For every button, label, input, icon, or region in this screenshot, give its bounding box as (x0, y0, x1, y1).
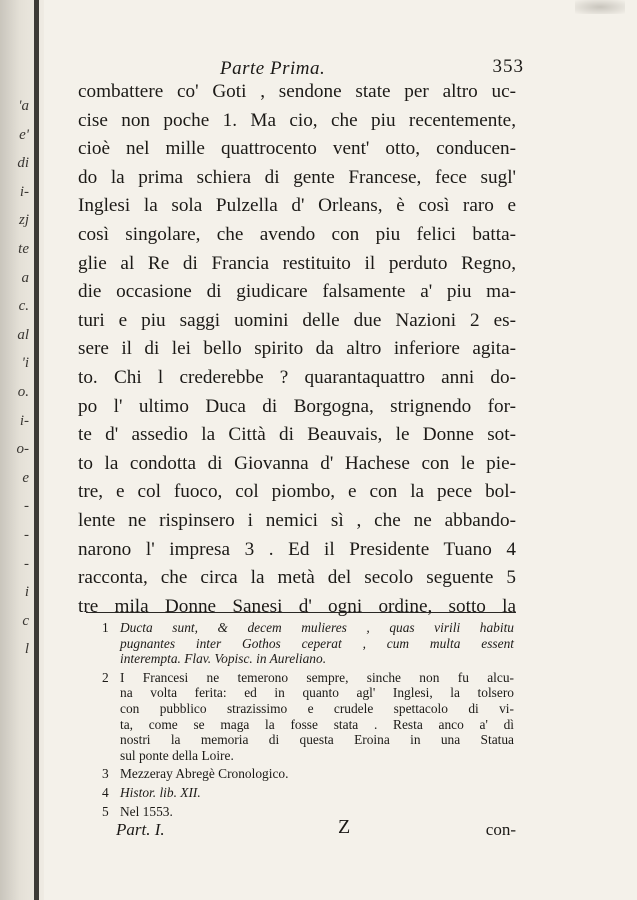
footnote-line: con pubblico strazissimo e crudele spettacolo di vi- (120, 700, 514, 716)
previous-page-margin-fragments (0, 92, 32, 664)
binding-gutter (34, 0, 39, 900)
margin-fragment: e (22, 469, 29, 486)
text-line: lente ne rispinsero i nemici sì , che ne abbando- (78, 509, 516, 531)
margin-fragment: - (24, 526, 29, 543)
text-line: turi e piu saggi uomini delle due Nazioni 2 es- (78, 309, 516, 331)
footnote-marker: 5 (102, 803, 109, 819)
footnote-line: Ducta sunt, & decem mulieres , quas virili habitu (120, 620, 514, 635)
margin-fragment: i (24, 584, 29, 601)
text-line: do la prima schiera di gente Francese, fece sugl' (78, 166, 516, 188)
text-line: po l' ultimo Duca di Borgogna, strignendo for- (78, 395, 516, 417)
body-text (78, 78, 516, 621)
margin-fragment: c (22, 612, 29, 629)
margin-fragment: al (17, 326, 29, 343)
footnote-1 (102, 620, 514, 667)
text-line: to la condotta di Giovanna d' Hachese con le pie- (78, 452, 516, 474)
margin-fragment: te (18, 240, 29, 257)
text-line: combattere co' Goti , sendone state per altro uc- (78, 81, 516, 102)
signature-label: Part. I. (116, 820, 165, 839)
footnote-marker: 1 (102, 620, 109, 635)
text-line: tre, e col fuoco, col piombo, e con la pece bol- (78, 481, 516, 503)
footnote-marker: 3 (102, 766, 109, 782)
text-line: così singolare, che avendo con piu felici batta- (78, 223, 516, 245)
text-line: te d' assedio la Città di Beauvais, le Donne sot- (78, 424, 516, 446)
margin-fragment: di (17, 155, 29, 172)
text-line: narono l' impresa 3 . Ed il Presidente Tuano 4 (78, 538, 516, 560)
footnote-4 (102, 785, 514, 801)
footnote-line: nostri la memoria di questa Eroina in una Statua (120, 732, 514, 748)
footnote-line: Nel 1553. (120, 803, 173, 819)
margin-fragment: - (24, 498, 29, 515)
margin-fragment: zj (18, 212, 29, 229)
margin-fragment: e' (19, 126, 29, 143)
margin-fragment: i- (19, 183, 29, 200)
text-line: sere il di lei bello spirito da altro inferiore agita- (78, 338, 516, 360)
footnote-line: na volta ferita: ed in quanto agl' Inglesi, la tolsero (120, 685, 514, 701)
text-line: to. Chi l crederebbe ? quarantaquattro anni do- (78, 366, 516, 388)
margin-fragment: c. (18, 298, 29, 315)
text-line: racconta, che circa la metà del secolo seguente 5 (78, 567, 516, 589)
margin-fragment: - (24, 555, 29, 572)
footnote-2 (102, 670, 514, 764)
footnote-line: Mezzeray Abregè Cronologico. (120, 766, 289, 782)
footnote-line: pugnantes inter Gothos ceperat , cum multa essent (120, 635, 514, 651)
margin-fragment: 'i (21, 355, 29, 372)
footnote-rule (86, 612, 516, 613)
page-number: 353 (492, 56, 524, 77)
signature-mark: Z (338, 816, 351, 838)
text-line: cioè nel mille quattrocento vent' otto, conducen- (78, 138, 516, 160)
text-line: Inglesi la sola Pulzella d' Orleans, è così raro e (78, 195, 516, 217)
footnote-marker: 2 (102, 669, 109, 685)
margin-fragment: a (21, 269, 29, 286)
text-line: die occasione di giudicare falsamente a' piu ma- (78, 281, 516, 303)
footnotes (102, 620, 514, 822)
margin-fragment: o- (16, 441, 29, 458)
margin-fragment: l (24, 641, 29, 658)
text-line: cise non poche 1. Ma cio, che piu recentemente, (78, 109, 516, 131)
footnote-line: Histor. lib. XII. (120, 784, 201, 800)
footnote-marker: 4 (102, 784, 109, 800)
margin-fragment: 'a (18, 98, 29, 114)
text-line: glie al Re di Francia restituito il perduto Regno, (78, 252, 516, 274)
text-line: tre mila Donne Sanesi d' ogni ordine, sotto la (78, 595, 516, 617)
footnote-5 (102, 804, 514, 820)
footnote-line: I Francesi ne temerono sempre, sinche non fu alcu- (120, 669, 514, 685)
footnote-line: sul ponte della Loire. (120, 747, 234, 763)
margin-fragment: o. (17, 383, 29, 400)
catchword: con- (485, 820, 516, 839)
running-head: Parte Prima. (220, 58, 326, 79)
footnote-line: interempta. Flav. Vopisc. in Aureliano. (120, 651, 327, 667)
margin-fragment: i- (19, 412, 29, 429)
ink-smudge (575, 0, 625, 14)
footnote-3 (102, 766, 514, 782)
page-footer (106, 816, 516, 846)
footnote-line: ta, come se maga la fosse stata . Resta anco a' dì (120, 716, 514, 732)
